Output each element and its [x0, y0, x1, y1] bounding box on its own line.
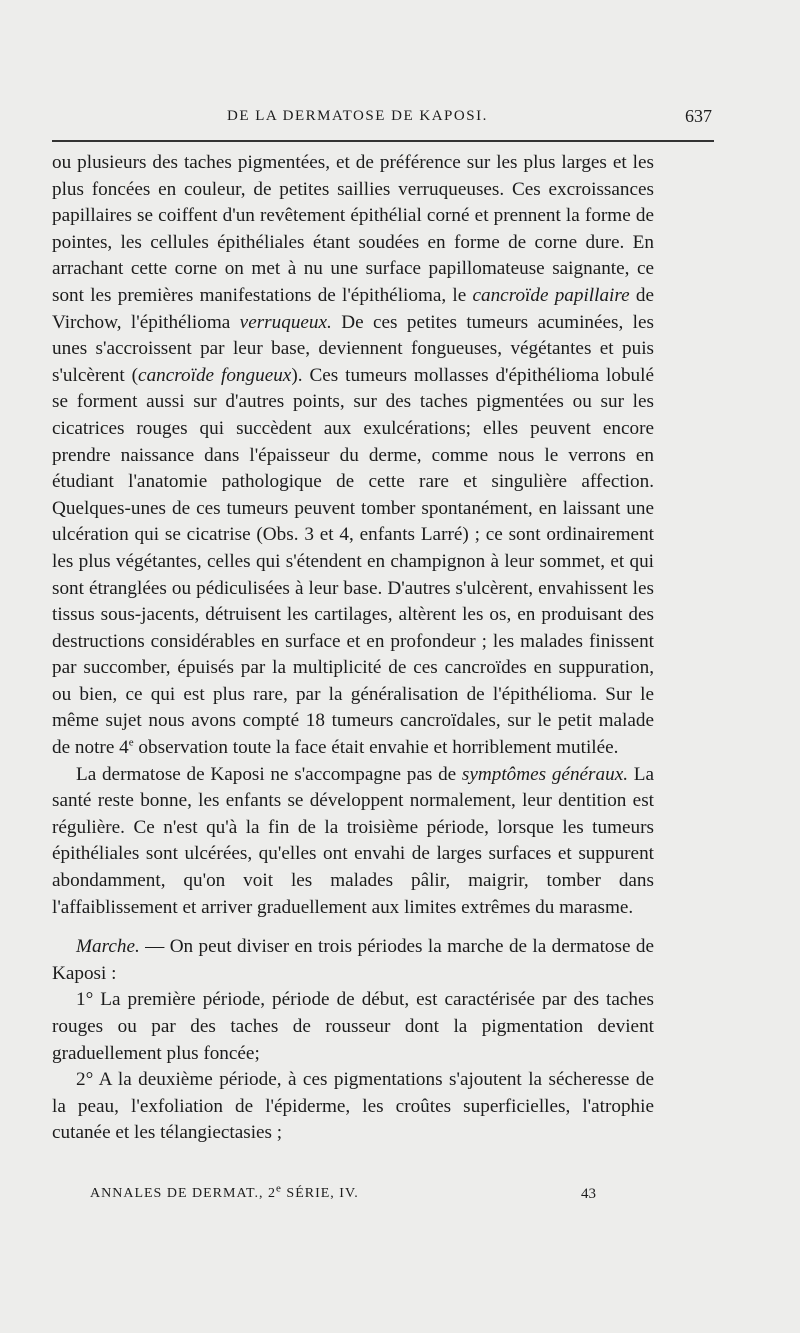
paragraph-general-symptoms: La dermatose de Kaposi ne s'accompagne pas de symptômes généraux. La santé reste bonne, les enfants se développent normalement, leur dentition est régulière. Ce n'est qu'à la fin de la troisième période, lorsque les tumeurs épithéliales sont ulcérées, qu'elles ont envahi de larges surfaces et suppurent abondamment, qu'on voit les malades pâlir, maigrir, tomber dans l'affaiblissement et arriver graduellement aux limites extrêmes du marasme.: [52, 763, 654, 918]
page-number: 637: [685, 106, 712, 126]
running-header: [52, 108, 712, 132]
list-item-second-period: 2° A la deuxième période, à ces pigmentations s'ajoutent la sécheresse de la peau, l'exfoliation de l'épiderme, les croûtes superficielles, l'atrophie cutanée et les télangiectasies ;: [52, 1069, 654, 1144]
paragraph-course: Marche. — On peut diviser en trois périodes la marche de la dermatose de Kaposi :: [52, 936, 654, 984]
sheet-signature-number: 43: [581, 1186, 596, 1202]
paragraph-tumors: ou plusieurs des taches pigmentées, et de préférence sur les plus larges et les plus foncées en couleur, de petites saillies verruqueuses. Ces excroissances papillaires se coiffent d'un revêtement épithélial corné et prennent la forme de pointes, les cellules épithéliales étant soudées en forme de corne dure. En arrachant cette corne on met à nu une surface papillomateuse saignante, ce sont les premières manifestations de l'épithélioma, le cancroïde papillaire de Virchow, l'épithélioma verruqueux. De ces petites tumeurs acuminées, les unes s'accroissent par leur base, deviennent fongueuses, végétantes et puis s'ulcèrent (cancroïde fongueux). Ces tumeurs mollasses d'épithélioma lobulé se forment aussi sur d'autres points, sur des taches pigmentées ou sur les cicatrices rouges qui succèdent aux exulcérations; elles peuvent encore prendre naissance dans l'épaisseur du derme, comme nous le verrons en étudiant l'anatomie pathologique de cette rare et singulière affection. Quelques-unes de ces tumeurs peuvent tomber spontanément, en laissant une ulcération qui se cicatrise (Obs. 3 et 4, enfants Larré) ; ce sont ordinairement les plus végétantes, celles qui s'étendent en champignon à leur sommet, et qui sont étranglées ou pédiculisées à leur base. D'autres s'ulcèrent, envahissent les tissus sous-jacents, détruisent les cartilages, altèrent les os, en produisant des destructions considérables en surface et en profondeur ; les malades finissent par succomber, épuisés par la multiplicité de ces cancroïdes en suppuration, ou bien, ce qui est plus rare, par la généralisation de l'épithélioma. Sur le même sujet nous avons compté 18 tumeurs cancroïdales, sur le petit malade de notre 4e observation toute la face était envahie et horriblement mutilée.: [52, 152, 654, 759]
journal-signature: ANNALES DE DERMAT., 2e SÉRIE, IV.: [90, 1182, 359, 1201]
footer: [52, 1182, 654, 1206]
header-rule: [52, 140, 714, 142]
list-item-first-period: 1° La première période, période de début, est caractérisée par des taches rouges ou par des taches de rousseur dont la pigmentation devient graduellement plus foncée;: [52, 989, 654, 1064]
body-text: [52, 150, 654, 1147]
running-title: DE LA DERMATOSE DE KAPOSI.: [227, 108, 488, 124]
